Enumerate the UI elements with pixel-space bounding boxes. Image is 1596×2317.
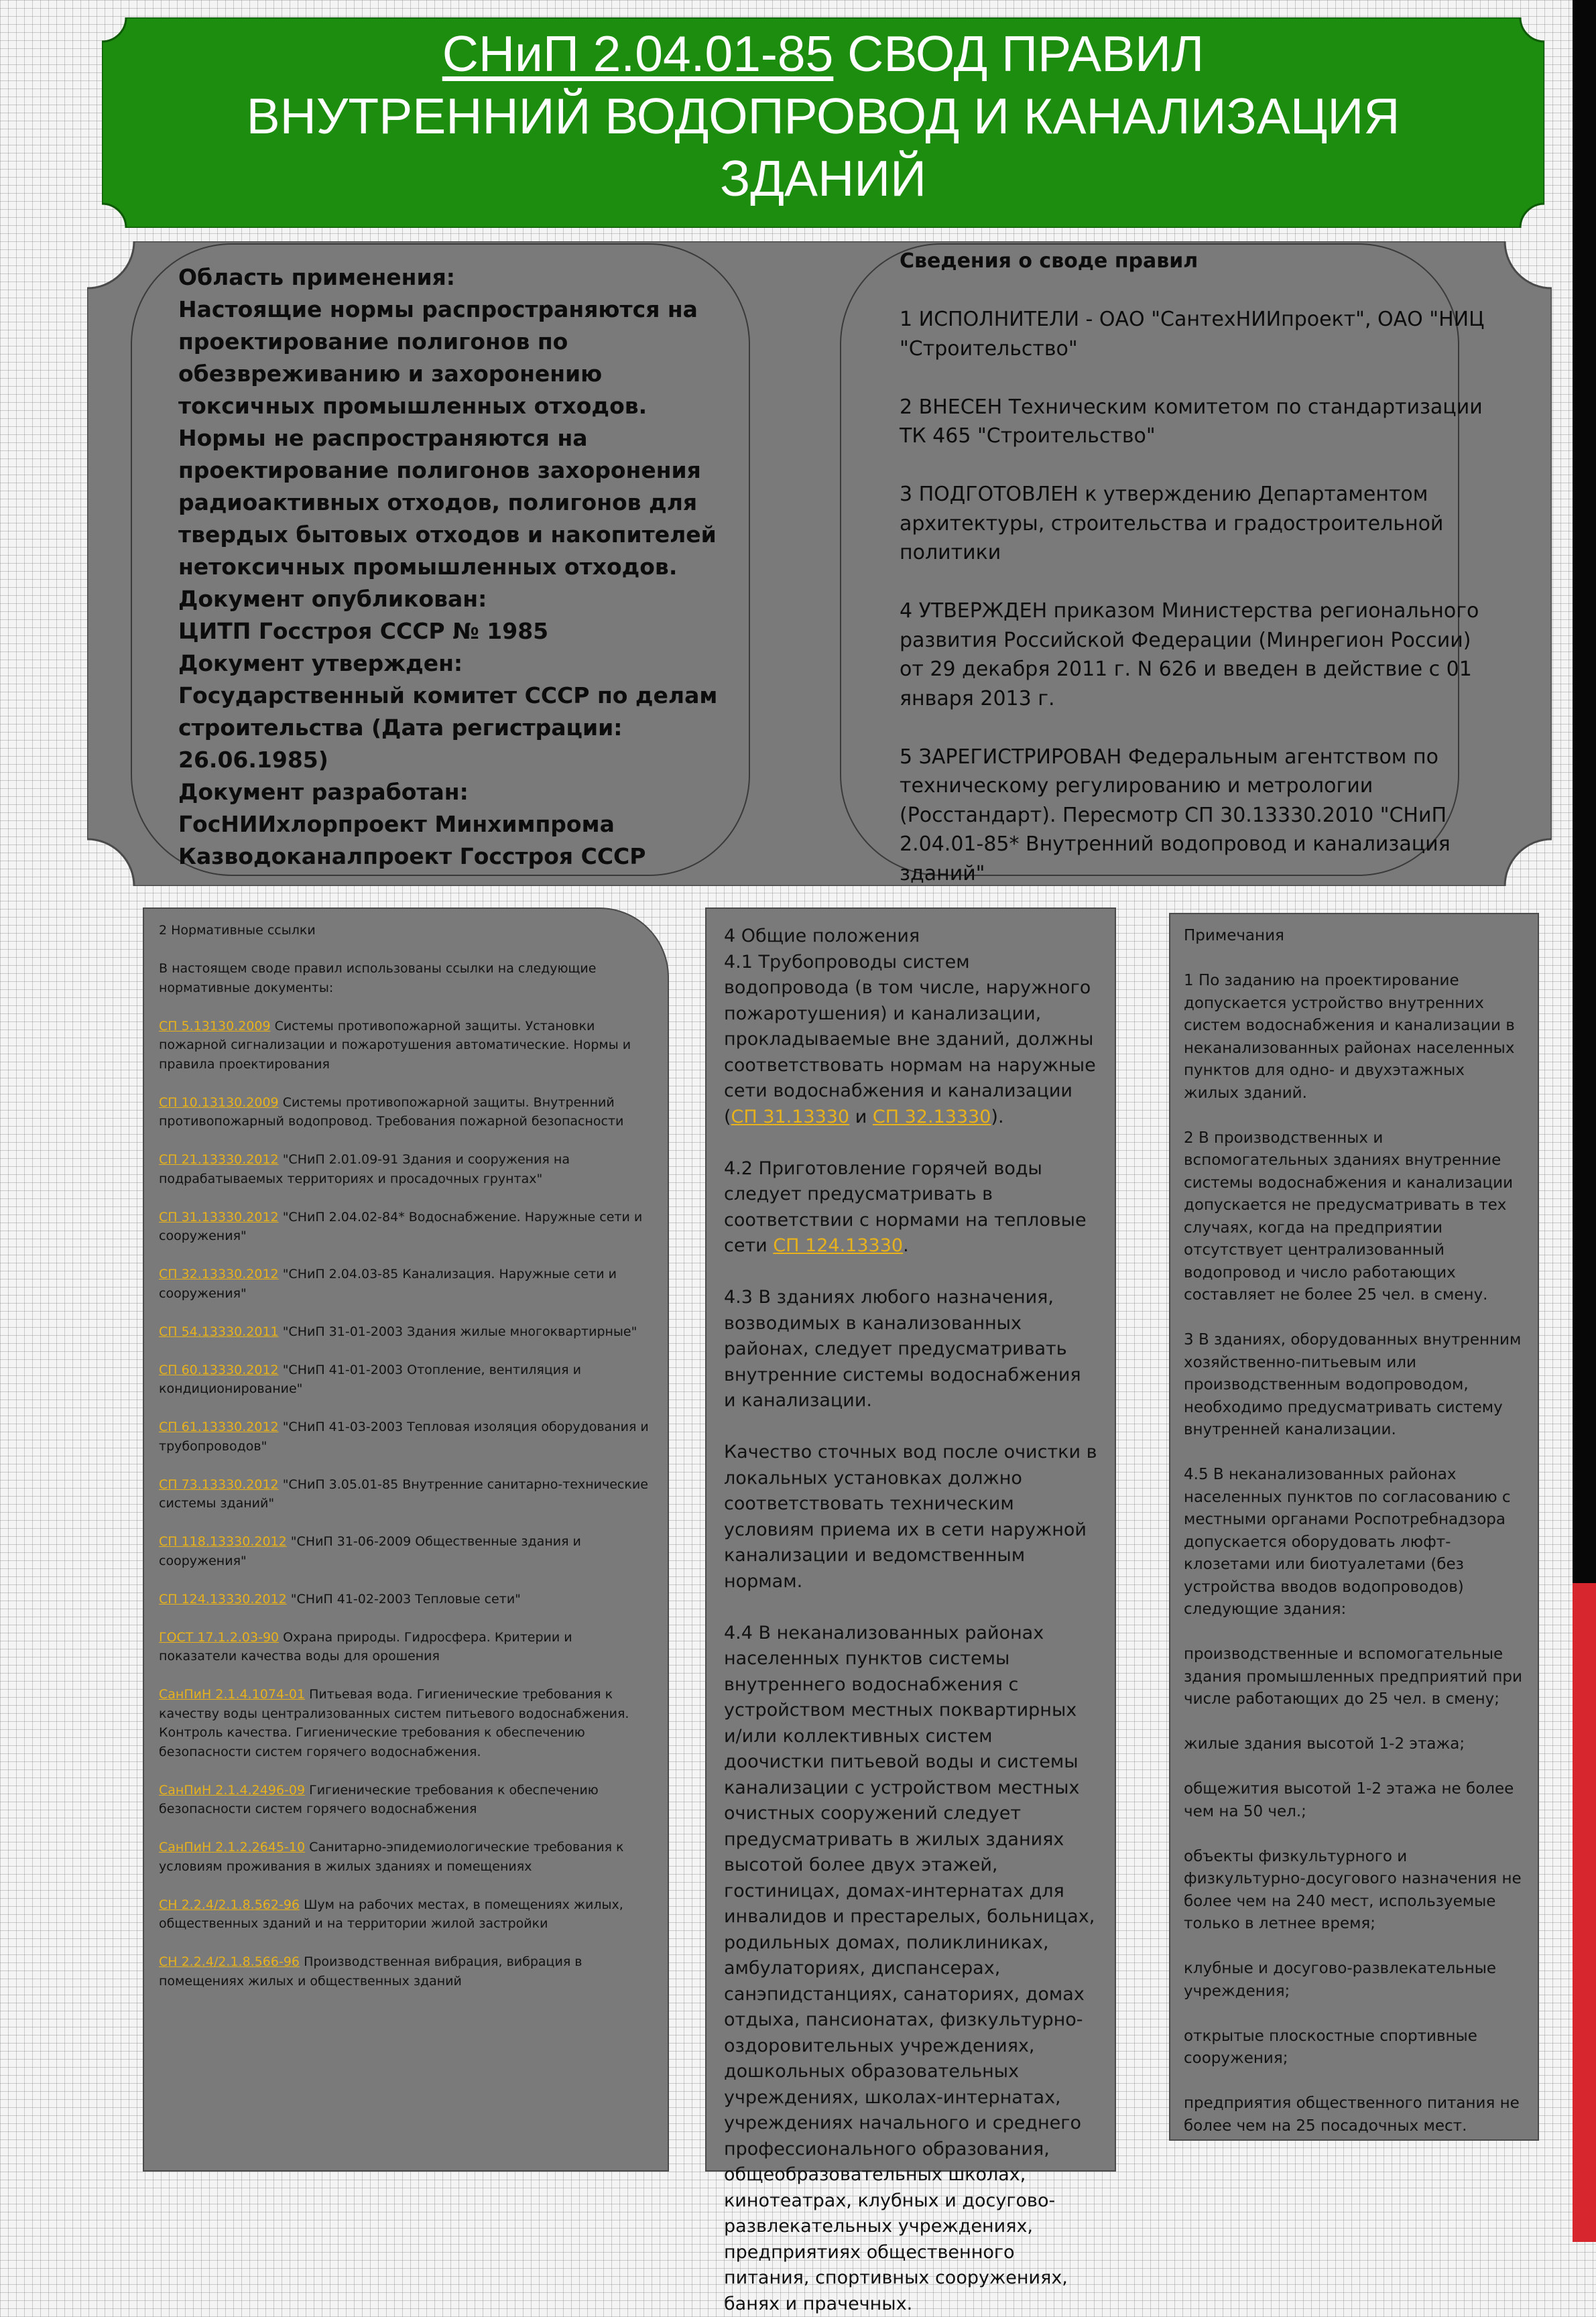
reference-code-link[interactable]: СН 2.2.4/2.1.8.562-96 <box>159 1897 300 1912</box>
approved-label: Документ утвержден: <box>178 647 728 680</box>
clause-4-2-text: . <box>903 1235 909 1256</box>
reference-code-link[interactable]: СП 54.13330.2011 <box>159 1324 279 1339</box>
reference-item <box>159 1895 653 1934</box>
reference-title: Гигиенические требования к обеспечению безопасности систем горячего водоснабжения <box>159 1783 599 1817</box>
reference-title: Производственная вибрация, вибрация в помещениях жилых и общественных зданий <box>159 1954 582 1989</box>
reference-item <box>159 1475 653 1513</box>
reference-item <box>159 1781 653 1819</box>
developed-label: Документ разработан: <box>178 776 728 808</box>
scope-heading: Область применения: <box>178 261 728 294</box>
reference-code-link[interactable]: СП 21.13330.2012 <box>159 1152 279 1167</box>
reference-code-link[interactable]: СП 73.13330.2012 <box>159 1477 279 1492</box>
reference-item <box>159 1590 653 1609</box>
refs-intro: В настоящем своде правил использованы ссылки на следующие нормативные документы: <box>159 959 653 997</box>
edge-bar-black <box>1573 0 1596 1583</box>
reference-code-link[interactable]: ГОСТ 17.1.2.03-90 <box>159 1630 279 1645</box>
general-title: 4 Общие положения <box>724 924 1097 950</box>
reference-code-link[interactable]: СП 124.13330.2012 <box>159 1592 287 1607</box>
general-provisions-panel <box>705 907 1116 2172</box>
clause-4-1 <box>724 950 1097 1131</box>
reference-title: Системы противопожарной защиты. Внутренний противопожарный водопровод. Требования пожарной безопасности <box>159 1095 623 1129</box>
reference-item <box>159 1418 653 1456</box>
reference-item <box>159 1532 653 1570</box>
note-3: 3 В зданиях, оборудованных внутренним хозяйственно-питьевым или производственным водопроводом, необходимо предусматривать систему внутренней канализации. <box>1184 1329 1524 1442</box>
reference-item <box>159 1322 653 1342</box>
notes-panel <box>1169 913 1539 2141</box>
clause-4-1-text: ). <box>991 1107 1003 1127</box>
reference-item <box>159 1017 653 1074</box>
reference-code-link[interactable]: СП 61.13330.2012 <box>159 1420 279 1434</box>
exempt-building-item: производственные и вспомогательные здания промышленных предприятий при числе работающих до 25 чел. в смену; <box>1184 1643 1524 1711</box>
note-2: 2 В производственных и вспомогательных зданиях внутренние системы водоснабжения и канализации допускается не предусматривать в тех случаях, когда на предприятии отсутствует централизованный водопровод и число работающих составляет не более 25 чел. в смену. <box>1184 1127 1524 1307</box>
reference-code-link[interactable]: СанПиН 2.1.4.1074-01 <box>159 1687 305 1702</box>
note-1: 1 По заданию на проектирование допускается устройство внутренних систем водоснабжения и канализации в неканализованных районах населенных пунктов для одно- и двухэтажных жилых зданий. <box>1184 970 1524 1105</box>
wastewater-quality: Качество сточных вод после очистки в локальных установках должно соответствовать техническим условиям приема их в сети наружной канализации и ведомственным нормам. <box>724 1440 1097 1594</box>
reference-title: "СНиП 41-01-2003 Отопление, вентиляция и кондиционирование" <box>159 1363 581 1397</box>
reference-title: Питьевая вода. Гигиенические требования к качеству воды централизованных систем питьевого водоснабжения. Контроль качества. Гигиенические требования к обеспечению безопасности систем горячего водоснабжения. <box>159 1687 629 1759</box>
reference-code-link[interactable]: СП 32.13330.2012 <box>159 1267 279 1281</box>
info-title: Сведения о своде правил <box>900 247 1496 276</box>
developed-value-2: Казводоканалпроект Госстроя СССР <box>178 840 728 873</box>
developed-value-1: ГосНИИхлорпроект Минхимпрома <box>178 808 728 840</box>
clause-4-3: 4.3 В зданиях любого назначения, возводимых в канализованных районах, следует предусматривать внутренние системы водоснабжения и канализации. <box>724 1285 1097 1414</box>
banner-code: СНиП 2.04.01-85 <box>442 25 834 82</box>
reference-item <box>159 1093 653 1131</box>
ref-link[interactable]: СП 31.13330 <box>731 1107 850 1127</box>
clause-4-1-text: 4.1 Трубопроводы систем водопровода (в том числе, наружного пожаротушения) и канализации, прокладываемые вне зданий, должны соответствовать нормам на наружные сети водоснабжения и канализации ( <box>724 952 1096 1127</box>
reference-code-link[interactable]: СанПиН 2.1.4.2496-09 <box>159 1783 305 1798</box>
clause-4-2 <box>724 1156 1097 1259</box>
clause-4-2-text: 4.2 Приготовление горячей воды следует предусматривать в соответствии с нормами на тепловые сети <box>724 1158 1087 1257</box>
reference-title: "СНиП 2.04.02-84* Водоснабжение. Наружные сети и сооружения" <box>159 1210 642 1244</box>
scope-description: Настоящие нормы распространяются на проектирование полигонов по обезвреживанию и захоронению токсичных промышленных отходов. Нормы не распространяются на проектирование полигонов захоронения радиоактивных отходов, полигонов для твердых бытовых отходов и накопителей нетоксичных промышленных отходов. <box>178 294 728 583</box>
reference-code-link[interactable]: СН 2.2.4/2.1.8.566-96 <box>159 1954 300 1969</box>
reference-title: "СНиП 31-06-2009 Общественные здания и сооружения" <box>159 1534 581 1568</box>
exempt-building-item: жилые здания высотой 1-2 этажа; <box>1184 1733 1524 1756</box>
reference-item <box>159 1208 653 1246</box>
ref-link[interactable]: СП 124.13330 <box>773 1235 903 1256</box>
published-label: Документ опубликован: <box>178 583 728 615</box>
reference-title: "СНиП 2.04.03-85 Канализация. Наружные сети и сооружения" <box>159 1267 617 1301</box>
refs-list <box>159 1017 653 1991</box>
clause-4-4: 4.4 В неканализованных районах населенных пунктов системы внутреннего водоснабжения с устройством местных поквартирных и/или коллективных систем доочистки питьевой воды и системы канализации с устройством местных очистных сооружений следует предусматривать в жилых зданиях высотой более двух этажей, гостиницах, домах-интернатах для инвалидов и престарелых, больницах, родильных домах, поликлиниках, амбулаториях, диспансерах, санэпидстанциях, санаториях, домах отдыха, пансионатах, физкультурно-оздоровительных учреждениях, дошкольных образовательных учреждениях, школах-интернатах, учреждениях начального и среднего профессионального образования, общеобразовательных школах, кинотеатрах, клубных и досугово-развлекательных учреждениях, предприятиях общественного питания, спортивных сооружениях, банях и прачечных. <box>724 1621 1097 2317</box>
clause-4-1-text: и <box>849 1107 873 1127</box>
reference-code-link[interactable]: СП 118.13330.2012 <box>159 1534 287 1549</box>
title-banner <box>102 17 1544 228</box>
reference-code-link[interactable]: СП 10.13130.2009 <box>159 1095 279 1110</box>
info-item: 4 УТВЕРЖДЕН приказом Министерства регионального развития Российской Федерации (Минрегион России) от 29 декабря 2011 г. N 626 и введен в действие с 01 января 2013 г. <box>900 597 1496 713</box>
exempt-building-item: предприятия общественного питания не более чем на 25 посадочных мест. <box>1184 2092 1524 2137</box>
ref-link[interactable]: СП 32.13330 <box>873 1107 991 1127</box>
reference-title: "СНиП 31-01-2003 Здания жилые многоквартирные" <box>279 1324 637 1339</box>
notes-title: Примечания <box>1184 925 1524 948</box>
reference-title: Системы противопожарной защиты. Установки пожарной сигнализации и пожаротушения автоматические. Нормы и правила проектирования <box>159 1019 631 1072</box>
reference-title: "СНиП 41-03-2003 Тепловая изоляция оборудования и трубопроводов" <box>159 1420 649 1454</box>
reference-item <box>159 1265 653 1303</box>
exempt-building-item: объекты физкультурного и физкультурно-досугового назначения не более чем на 240 мест, используемые только в летнее время; <box>1184 1846 1524 1936</box>
reference-code-link[interactable]: СП 5.13130.2009 <box>159 1019 271 1034</box>
reference-item <box>159 1361 653 1399</box>
normative-references-panel <box>143 907 669 2172</box>
info-item: 1 ИСПОЛНИТЕЛИ - ОАО "СантехНИИпроект", ОАО "НИЦ "Строительство" <box>900 305 1496 363</box>
reference-title: "СНиП 2.01.09-91 Здания и сооружения на подрабатываемых территориях и просадочных грунтах" <box>159 1152 570 1186</box>
reference-code-link[interactable]: СП 60.13330.2012 <box>159 1363 279 1377</box>
banner-line3: ЗДАНИЙ <box>102 147 1544 210</box>
reference-item <box>159 1685 653 1761</box>
info-item: 2 ВНЕСЕН Техническим комитетом по стандартизации ТК 465 "Строительство" <box>900 393 1496 451</box>
top-info-panel <box>87 241 1552 886</box>
reference-title: Охрана природы. Гидросфера. Критерии и показатели качества воды для орошения <box>159 1630 572 1664</box>
exempt-building-item: клубные и досугово-развлекательные учреждения; <box>1184 1958 1524 2003</box>
scope-section <box>178 261 728 873</box>
exempt-building-item: открытые плоскостные спортивные сооружения; <box>1184 2025 1524 2070</box>
exempt-building-item: общежития высотой 1-2 этажа не более чем на 50 чел.; <box>1184 1778 1524 1823</box>
refs-title: 2 Нормативные ссылки <box>159 921 653 940</box>
reference-title: "СНиП 3.05.01-85 Внутренние санитарно-технические системы зданий" <box>159 1477 648 1511</box>
edge-bar-red <box>1573 1583 1596 2242</box>
reference-title: "СНиП 41-02-2003 Тепловые сети" <box>287 1592 521 1607</box>
reference-item <box>159 1628 653 1666</box>
reference-code-link[interactable]: СанПиН 2.1.2.2645-10 <box>159 1840 305 1855</box>
banner-line2: ВНУТРЕННИЙ ВОДОПРОВОД И КАНАЛИЗАЦИЯ <box>102 85 1544 147</box>
approved-value: Государственный комитет СССР по делам строительства (Дата регистрации: 26.06.1985) <box>178 680 728 776</box>
info-item: 5 ЗАРЕГИСТРИРОВАН Федеральным агентством по техническому регулированию и метрологии (Росстандарт). Пересмотр СП 30.13330.2010 "СНиП 2.04.01-85* Внутренний водопровод и канализация зданий" <box>900 743 1496 889</box>
reference-title: Шум на рабочих местах, в помещениях жилых, общественных зданий и на территории жилой застройки <box>159 1897 623 1932</box>
info-item: 3 ПОДГОТОВЛЕН к утверждению Департаментом архитектуры, строительства и градостроительной политики <box>900 480 1496 568</box>
banner-line1: СВОД ПРАВИЛ <box>847 25 1204 82</box>
reference-item <box>159 1150 653 1188</box>
banner-title <box>102 23 1544 210</box>
reference-item <box>159 1952 653 1991</box>
code-info-section <box>900 247 1496 918</box>
reference-code-link[interactable]: СП 31.13330.2012 <box>159 1210 279 1225</box>
notes-list <box>1184 1643 1524 2137</box>
reference-item <box>159 1838 653 1876</box>
clause-4-5: 4.5 В неканализованных районах населенных пунктов по согласованию с местными органами Роспотребнадзора допускается оборудовать люфт-клозетами или биотуалетами (без устройства вводов водопроводов) следующие здания: <box>1184 1464 1524 1621</box>
reference-title: Санитарно-эпидемиологические требования к условиям проживания в жилых зданиях и помещениях <box>159 1840 624 1874</box>
published-value: ЦИТП Госстроя СССР № 1985 <box>178 615 728 647</box>
